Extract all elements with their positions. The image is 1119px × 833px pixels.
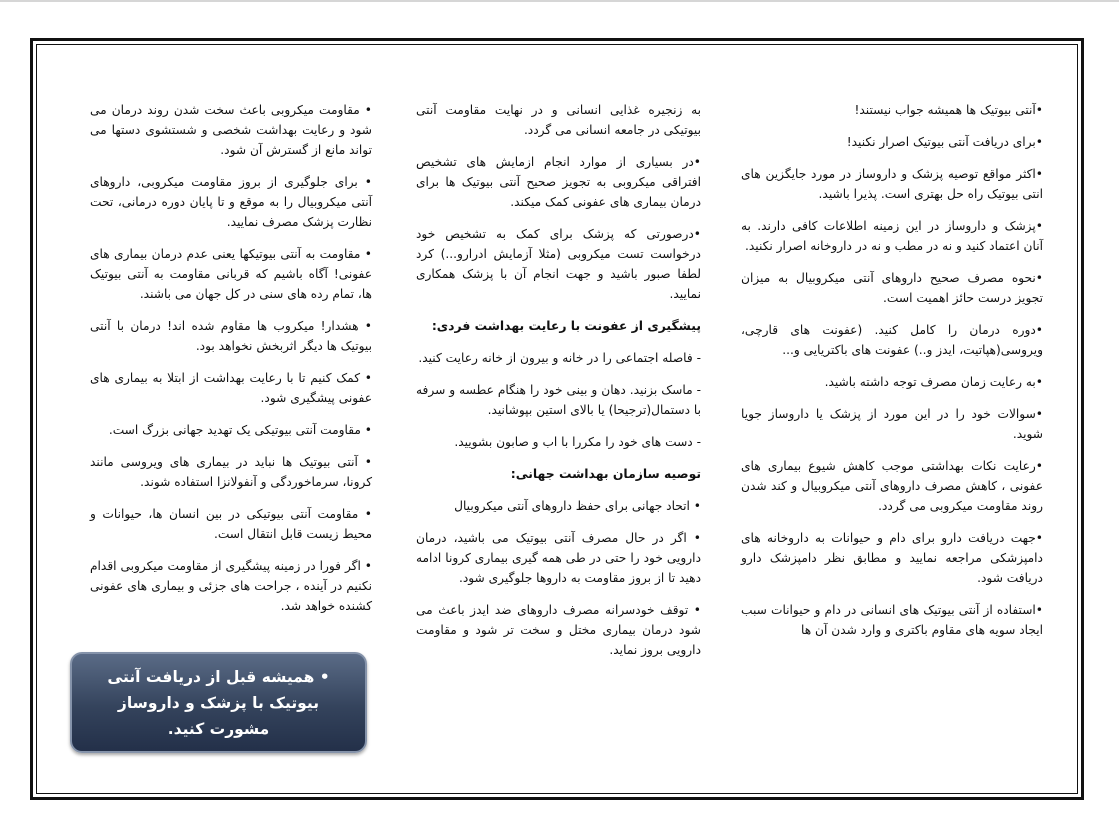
bullet-paragraph: •دوره درمان را کامل کنید. (عفونت های قارچی، ویروسی(هپاتیت، ایدز و..) عفونت های باکتریایی و... [741,323,1043,357]
bullet-paragraph: •آنتی بیوتیک ها همیشه جواب نیستند! [854,103,1043,117]
bullet-paragraph: • مقاومت به آنتی بیوتیکها یعنی عدم درمان بیماری های عفونی! آگاه باشیم که قربانی مقاومت به آنتی بیوتیک ها، تمام رده های سنی در کل جهان می باشند. [90,247,372,301]
bullet-paragraph: • اگر فورا در زمینه پیشگیری از مقاومت میکروبی اقدام نکنیم در آینده ، جراحت های جزئی و بیماری های عفونی کشنده خواهد شد. [90,559,372,613]
hygiene-item: - فاصله اجتماعی را در خانه و بیرون از خانه رعایت کنید. [418,351,701,365]
intro-paragraph: •در بسیاری از موارد انجام ازمایش های تشخیص افتراقی میکروبی به تجویز صحیح آنتی بیوتیک ها برای درمان بیماری های عفونی کمک میکند. [416,155,701,209]
bullet-paragraph: •برای دریافت آنتی بیوتیک اصرار نکنید! [846,135,1043,149]
who-recommendation-heading: توصیه سازمان بهداشت جهانی: [510,466,701,481]
bullet-paragraph: • آنتی بیوتیک ها نباید در بیماری های ویروسی مانند کرونا، سرماخوردگی و آنفولانزا استفاده شوند. [90,455,372,489]
bullet-paragraph: •سوالات خود را در این مورد از پزشک یا داروساز جویا شوید. [741,407,1043,441]
column-right [741,100,1043,652]
hygiene-item: - دست های خود را مکررا با اب و صابون بشویید. [454,435,701,449]
consult-callout-box [70,652,367,753]
column-left [90,100,372,628]
bullet-paragraph: •نحوه مصرف صحیح داروهای آنتی میکروبیال به میزان تجویز درست حائز اهمیت است. [741,271,1043,305]
column-middle [416,100,701,672]
bullet-paragraph: • کمک کنیم تا با رعایت بهداشت از ابتلا به بیماری های عفونی پیشگیری شود. [90,371,372,405]
bullet-paragraph: •جهت دریافت دارو برای دام و حیوانات به داروخانه های دامپزشکی مراجعه نمایید و مطابق نظر دامپزشک دارو دریافت شود. [741,531,1043,585]
top-border-line [0,0,1119,2]
intro-paragraph: •درصورتی که پزشک برای کمک به تشخیص خود درخواست تست میکروبی (مثلا آزمایش ادرارو...) کرد لطفا صبور باشید و جهت انجام آن با پزشک همکاری نمایید. [416,227,701,301]
bullet-paragraph: • برای جلوگیری از بروز مقاومت میکروبی، داروهای آنتی میکروبیال را به موقع و تا پایان دوره درمانی، تحت نظارت پزشک مصرف نمایید. [90,175,372,229]
bullet-paragraph: •پزشک و داروساز در این زمینه اطلاعات کافی دارند. به آنان اعتماد کنید و نه در مطب و نه در داروخانه اصرار نکنید. [741,219,1043,253]
bullet-paragraph: • مقاومت آنتی بیوتیکی یک تهدید جهانی بزرگ است. [108,423,372,437]
bullet-paragraph: •اکثر مواقع توصیه پزشک و داروساز در مورد جایگزین های انتی بیوتیک راه حل بهتری است. پذیرا باشید. [741,167,1043,201]
hygiene-item: - ماسک بزنید. دهان و بینی خود را هنگام عطسه و سرفه با دستمال(ترجیحا) یا بالای استین بپوشانید. [416,383,701,417]
who-item: • توقف خودسرانه مصرف داروهای ضد ایدز باعث می شود درمان بیماری مختل و سخت تر شود و مقاومت دارویی بروز نماید. [416,603,701,657]
personal-hygiene-heading: پیشگیری از عفونت با رعایت بهداشت فردی: [431,318,701,333]
bullet-paragraph: •به رعایت زمان مصرف توجه داشته باشید. [824,375,1043,389]
bullet-paragraph: • مقاومت آنتی بیوتیکی در بین انسان ها، حیوانات و محیط زیست قابل انتقال است. [90,507,372,541]
bullet-paragraph: • هشدار! میکروب ها مقاوم شده اند! درمان با آنتی بیوتیک ها دیگر اثربخش نخواهد بود. [90,319,372,353]
who-item: • اتحاد جهانی برای حفظ داروهای آنتی میکروبیال [454,499,701,513]
callout-text: • همیشه قبل از دریافت آنتی بیوتیک با پزشک و داروساز مشورت کنید. [107,667,330,738]
intro-paragraph: به زنجیره غذایی انسانی و در نهایت مقاومت آنتی بیوتیکی در جامعه انسانی می گردد. [416,103,701,137]
who-item: • اگر در حال مصرف آنتی بیوتیک می باشید، درمان دارویی خود را حتی در طی همه گیری بیماری کرونا ادامه دهید تا از بروز مقاومت به داروها جلوگیری شود. [416,531,701,585]
bullet-paragraph: •رعایت نکات بهداشتی موجب کاهش شیوع بیماری های عفونی ، کاهش مصرف داروهای آنتی میکروبیال و کند شدن روند مقاومت میکروبی می گردد. [741,459,1043,513]
bullet-paragraph: • مقاومت میکروبی باعث سخت شدن روند درمان می شود و رعایت بهداشت شخصی و شستشوی دستها می تواند مانع از گسترش آن شود. [90,103,372,157]
bullet-paragraph: •استفاده از آنتی بیوتیک های انسانی در دام و حیوانات سبب ایجاد سویه های مقاوم باکتری و وارد شدن آن ها [741,603,1043,637]
